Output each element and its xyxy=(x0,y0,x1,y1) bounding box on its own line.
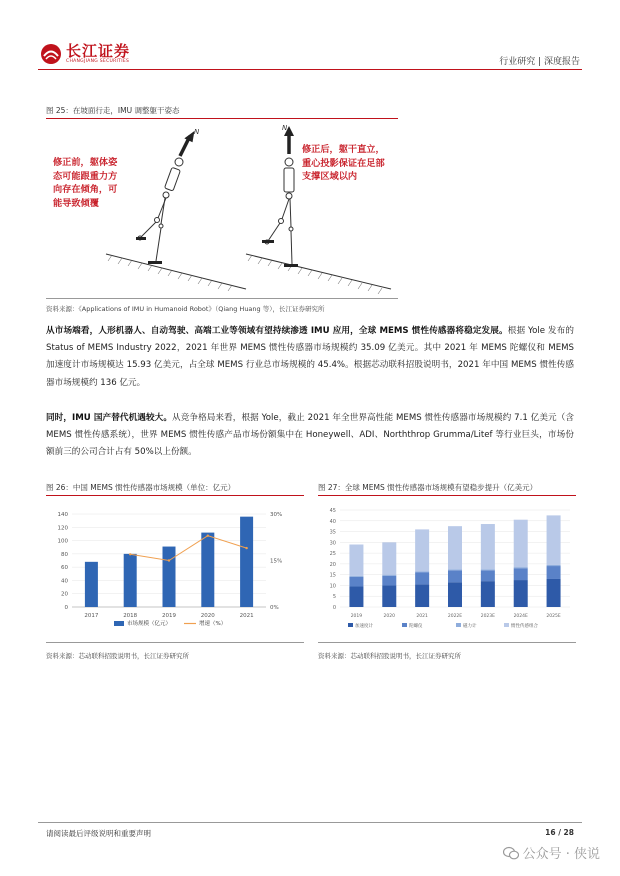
paragraph-competition-bold: 同时，IMU 国产替代机遇较大。 xyxy=(46,413,173,423)
footer-disclaimer: 请阅读最后评级说明和重要声明 xyxy=(46,829,151,838)
fig26-chart xyxy=(46,500,304,638)
fig27-chart xyxy=(318,500,576,638)
fig27-x-tick-label: 2020 xyxy=(383,614,396,619)
fig27-y-tick-label: 20 xyxy=(329,561,336,568)
fig26-bars xyxy=(85,517,253,607)
fig26-y2-tick-label: 0% xyxy=(270,605,279,611)
fig27-bar-segment xyxy=(415,571,429,572)
fig27-legend-swatch xyxy=(456,623,461,627)
fig27-legend xyxy=(348,622,538,629)
fig27-y-tick-label: 5 xyxy=(332,594,336,601)
fig27-y-tick-label: 0 xyxy=(332,605,336,611)
company-logo xyxy=(40,43,130,65)
fig25-source: 资料来源：《Applications of IMU in Humanoid Robot》（Qiang Huang 等），长江证券研究所 xyxy=(46,305,325,313)
fig26-growth-line xyxy=(129,535,248,562)
robot-left-tilted xyxy=(136,128,200,264)
fig26-y-tick-label: 0 xyxy=(64,605,68,611)
fig26-y2-tick-label: 30% xyxy=(270,512,283,518)
fig26-legend xyxy=(114,619,226,627)
fig25-left-label: 修正前，躯体姿态可能跟重力方向存在倾角，可能导致倾覆 xyxy=(53,157,118,209)
report-type: 行业研究 | 深度报告 xyxy=(499,57,580,67)
fig27-bar-segment xyxy=(349,587,363,607)
fig25-caption-line xyxy=(46,118,398,119)
fig27-x-tick-label: 2024E xyxy=(513,614,528,619)
watermark-text: 公众号 · 侠说 xyxy=(522,847,600,862)
page-number: 16 / 28 xyxy=(545,828,574,837)
paragraph-competition-text: 从竞争格局来看，根据 Yole，截止 2021 年全世界高性能 MEMS 惯性传感器市场规模约 7.1 亿美元（含 MEMS 惯性传感系统），世界 MEMS 惯性传感产品市场份额集中在 Honeywell、ADI、Norththrop Grumma/Litef 等行业巨头，市场份额前三的公司合计占有 50%以上份额。 xyxy=(46,413,574,458)
fig26-growth-point xyxy=(207,535,209,537)
fig27-y-tick-label: 15 xyxy=(329,572,336,579)
watermark xyxy=(503,843,600,862)
fig27-source: 资料来源：芯动联科招股说明书，长江证券研究所 xyxy=(318,652,461,660)
fig27-bar-segment xyxy=(448,526,462,569)
fig27-bar-segment xyxy=(382,585,396,607)
fig27-bar-segment xyxy=(448,570,462,582)
fig26-growth-point xyxy=(245,547,247,549)
fig27-x-tick-label: 2025E xyxy=(546,614,561,619)
fig27-y-tick-label: 35 xyxy=(329,529,336,536)
fig26-source-line xyxy=(46,642,304,643)
svg-text:N: N xyxy=(194,128,200,136)
paragraph-market-text: 根据 Yole 发布的 Status of MEMS Industry 2022，2021 年世界 MEMS 惯性传感器市场规模约 35.09 亿美元。其中 2021 年 MEMS 陀螺仪和 MEMS 加速度计市场规模达 15.93 亿美元，占全球 MEMS 行业总市场规模的 45.4%。根据芯动联科招股说明书，2021 年中国 MEMS 惯性传感器市场规模约 136 亿元。 xyxy=(46,326,574,388)
fig26-x-tick-label: 2020 xyxy=(200,613,215,619)
fig27-bar-segment xyxy=(514,567,528,568)
fig27-y-tick-label: 25 xyxy=(329,551,336,558)
fig26-legend-label-line: 增速（%） xyxy=(199,621,227,627)
fig27-bar-segment xyxy=(415,584,429,607)
fig27-bars xyxy=(349,515,560,607)
fig26-legend-label-bar: 市场规模（亿元） xyxy=(127,621,172,627)
paragraph-market xyxy=(46,323,574,392)
fig27-caption-line xyxy=(318,495,576,496)
robot-right-upright xyxy=(262,124,298,267)
slope-right xyxy=(246,254,391,294)
fig27-y-tick-label: 40 xyxy=(329,518,336,525)
slope-left xyxy=(106,254,246,291)
fig27-x-tick-label: 2021 xyxy=(416,614,428,619)
svg-text:N: N xyxy=(282,124,288,132)
fig27-bar-segment xyxy=(349,576,363,577)
fig27-y-tick-label: 30 xyxy=(329,540,336,547)
fig27-bar-segment xyxy=(481,524,495,569)
fig27-x-tick-label: 2019 xyxy=(350,614,363,619)
fig25-source-line xyxy=(46,298,398,299)
fig26-y-tick-label: 120 xyxy=(57,525,68,532)
fig27-bar-segment xyxy=(448,569,462,570)
fig26-bar xyxy=(201,533,214,607)
fig26-y-tick-label: 80 xyxy=(61,551,68,558)
fig26-x-tick-label: 2021 xyxy=(239,613,254,619)
logo-text-en: CHANGJIANG SECURITIES xyxy=(66,59,130,64)
fig26-caption-line xyxy=(46,495,304,496)
fig27-legend-label: 磁力计 xyxy=(463,624,477,629)
fig27-bar-segment xyxy=(514,580,528,607)
fig26-y-tick-label: 100 xyxy=(57,538,68,545)
fig27-bar-segment xyxy=(448,582,462,607)
fig26-x-tick-label: 2019 xyxy=(162,613,176,619)
fig26-bar xyxy=(163,547,176,607)
fig27-source-line xyxy=(318,642,576,643)
fig27-bar-segment xyxy=(415,573,429,585)
logo-text-cn: 长江证券 xyxy=(66,42,131,60)
fig27-legend-swatch xyxy=(402,623,407,627)
fig26-y-tick-label: 40 xyxy=(61,578,68,585)
fig26-bar xyxy=(124,554,137,607)
fig26-y-tick-label: 60 xyxy=(61,565,68,572)
fig26-legend-swatch-bar xyxy=(114,621,124,626)
header-divider xyxy=(38,69,582,70)
fig26-growth-point xyxy=(168,559,170,561)
fig27-bar-segment xyxy=(547,565,561,566)
fig26-growth-polyline xyxy=(130,536,246,561)
fig27-bar-segment xyxy=(382,575,396,576)
paragraph-market-bold: 从市场端看，人形机器人、自动驾驶、高端工业等领域有望持续渗透 IMU 应用，全球 MEMS 惯性传感器将稳定发展。 xyxy=(46,326,508,336)
fig26-bar xyxy=(240,517,253,607)
fig27-x-ticks xyxy=(351,613,561,619)
fig26-x-ticks xyxy=(84,613,253,619)
fig26-source: 资料来源：芯动联科招股说明书，长江证券研究所 xyxy=(46,652,189,660)
fig27-legend-label: 加速度计 xyxy=(355,624,373,629)
fig27-x-tick-label: 2023E xyxy=(480,614,496,619)
fig27-caption: 图 27：全球 MEMS 惯性传感器市场规模有望稳步提升（亿美元） xyxy=(318,483,538,492)
wechat-icon xyxy=(503,846,519,860)
footer-divider xyxy=(38,822,582,823)
fig27-y-tick-label: 45 xyxy=(329,508,336,514)
fig27-bar-segment xyxy=(349,577,363,587)
fig27-legend-label: 惯性传感组合 xyxy=(511,624,538,629)
fig26-y2-ticks xyxy=(270,512,282,611)
fig26-caption: 图 26：中国 MEMS 惯性传感器市场规模（单位：亿元） xyxy=(46,483,236,492)
fig27-bar-segment xyxy=(382,576,396,586)
fig27-bar-segment xyxy=(415,529,429,571)
fig27-bar-segment xyxy=(382,542,396,574)
fig26-bar xyxy=(85,562,98,607)
fig26-y-tick-label: 20 xyxy=(61,591,68,598)
fig27-bar-segment xyxy=(481,569,495,570)
fig26-x-tick-label: 2018 xyxy=(123,613,138,619)
fig27-legend-swatch xyxy=(504,623,509,627)
fig27-bar-segment xyxy=(547,566,561,579)
fig27-bar-segment xyxy=(349,544,363,575)
fig27-bar-segment xyxy=(481,570,495,581)
fig27-bar-segment xyxy=(547,579,561,607)
fig25-caption: 图 25：在坡面行走，IMU 调整躯干姿态 xyxy=(46,106,180,115)
paragraph-competition xyxy=(46,410,574,462)
fig26-x-tick-label: 2017 xyxy=(84,613,99,619)
fig27-x-tick-label: 2022E xyxy=(447,614,463,619)
fig26-y-ticks xyxy=(58,512,69,611)
fig27-y-ticks xyxy=(330,508,336,611)
fig27-bar-segment xyxy=(547,515,561,565)
fig25-right-label: 修正后，躯干直立，重心投影保证在足部支撑区域以内 xyxy=(302,144,385,182)
fig27-bar-segment xyxy=(514,568,528,580)
fig27-bar-segment xyxy=(514,520,528,567)
fig27-y-tick-label: 10 xyxy=(329,583,336,590)
fig26-y2-tick-label: 15% xyxy=(270,558,283,565)
fig27-bar-segment xyxy=(481,581,495,607)
fig26-growth-point xyxy=(129,553,131,555)
logo-icon xyxy=(40,43,62,65)
fig27-legend-label: 陀螺仪 xyxy=(409,624,423,629)
fig27-legend-swatch xyxy=(348,623,353,627)
fig26-y-tick-label: 140 xyxy=(57,512,68,518)
